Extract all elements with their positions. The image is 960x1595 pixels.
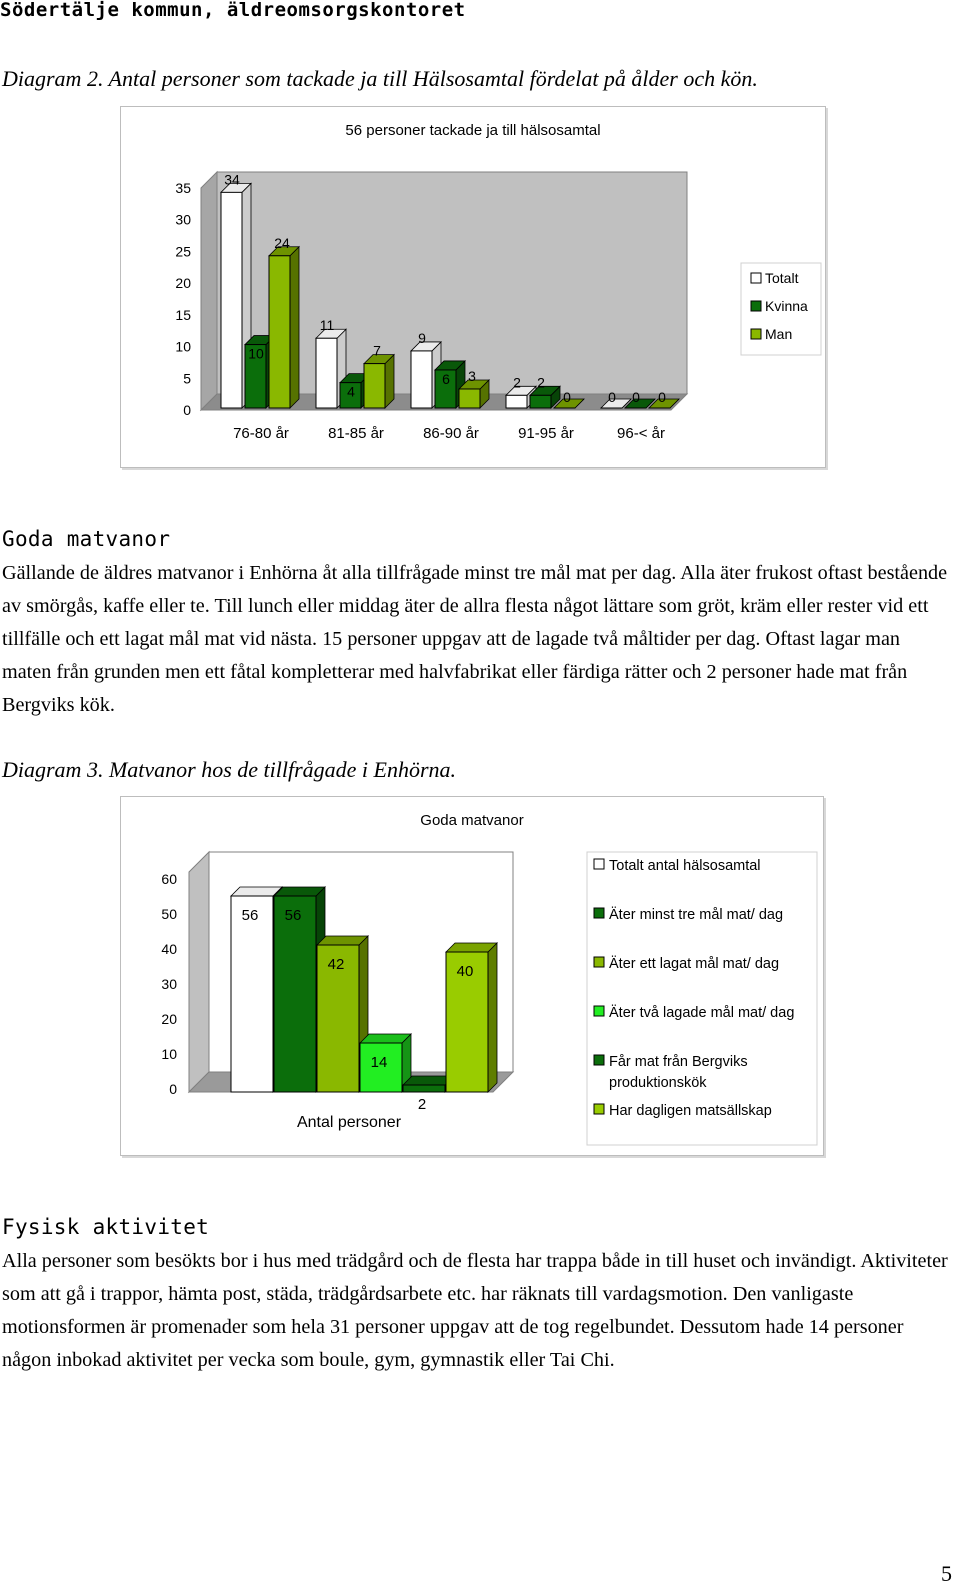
bar-2-2 xyxy=(459,389,480,408)
legend-entry: Totalt antal hälsosamtal xyxy=(609,858,761,874)
data-label: 2 xyxy=(537,374,545,391)
legend-swatch xyxy=(594,859,604,869)
legend-entry: Kvinna xyxy=(765,298,808,314)
section-text-goda-matvanor: Gällande de äldres matvanor i Enhörna åt alla tillfrågade minst tre mål mat per dag. Alla äter frukost oftast bestående av smörgås, kaffe eller te. Till lunch eller middag äter de allra flesta något lättare som gröt, kräm eller rester vid ett tillfälle och ett lagat mål mat vid nästa. 15 personer uppgav att de lagade två måltider per dag. Oftast lagar man maten från grunden men ett fåtal kompletterar med halvfabrikat eller färdiga rätter och 2 personer hade mat från Bergviks kök. xyxy=(2,562,948,716)
y-tick-label: 30 xyxy=(175,211,191,228)
page-number: 5 xyxy=(941,1561,952,1586)
bar-0-0 xyxy=(221,192,242,408)
legend-entry: Totalt xyxy=(765,270,799,286)
legend-swatch xyxy=(751,329,761,339)
data-label: 56 xyxy=(241,907,259,924)
x-tick-label: 96-< år xyxy=(617,425,665,442)
eating-habits-bar-chart xyxy=(121,797,823,1155)
legend-swatch xyxy=(594,908,604,918)
plot-side-wall xyxy=(189,852,209,1092)
data-label: 3 xyxy=(468,367,476,384)
bar-1 xyxy=(274,896,316,1092)
data-label: 11 xyxy=(319,317,335,334)
y-tick-label: 10 xyxy=(161,1046,177,1062)
y-tick-label: 10 xyxy=(175,338,191,355)
plot-side-wall xyxy=(201,172,217,410)
bar-4 xyxy=(403,1085,445,1092)
y-tick-label: 20 xyxy=(161,1011,177,1027)
bar-0-3 xyxy=(506,395,527,408)
section-text-fysisk-aktivitet: Alla personer som besökts bor i hus med trädgård och de flesta har trappa både in till huset och invändigt. Aktiviteter som att gå i trappor, hämta post, städa, trädgårdsarbete etc. har räknats till vardagsmotion. Den vanligaste motionsformen är promenader som hela 31 personer uppgav att de tog regelbundet. Dessutom hade 14 personer någon inbokad aktivitet per vecka som boule, gym, gymnastik eller Tai Chi. xyxy=(2,1250,948,1371)
data-label: 42 xyxy=(327,956,345,973)
bar-0-top xyxy=(231,887,282,896)
legend-entry: Får mat från Bergviks xyxy=(609,1054,748,1070)
chart-diagram-3 xyxy=(120,796,824,1156)
diagram-2-caption: Diagram 2. Antal personer som tackade ja till Hälsosamtal fördelat på ålder och kön. xyxy=(2,66,758,91)
data-label: 0 xyxy=(632,389,640,405)
legend-entry: Man xyxy=(765,326,793,342)
section-heading-goda-matvanor: Goda matvanor xyxy=(2,527,171,551)
data-label: 14 xyxy=(370,1054,388,1071)
data-label: 10 xyxy=(248,345,264,362)
data-label: 4 xyxy=(347,383,355,400)
y-tick-label: 60 xyxy=(161,871,177,887)
legend-swatch xyxy=(594,1006,604,1016)
legend-entry: Har dagligen matsällskap xyxy=(609,1103,772,1119)
data-label: 2 xyxy=(513,374,521,391)
document-header: Södertälje kommun, äldreomsorgskontoret xyxy=(0,0,466,21)
section-heading-fysisk-aktivitet: Fysisk aktivitet xyxy=(2,1215,210,1239)
data-label: 56 xyxy=(284,907,302,924)
legend-entry-cont: produktionskök xyxy=(609,1075,707,1091)
bar-0 xyxy=(231,896,273,1092)
data-label: 34 xyxy=(224,171,240,188)
y-tick-label: 20 xyxy=(175,275,191,292)
x-tick-label: 81-85 år xyxy=(328,425,384,442)
data-label: 0 xyxy=(563,389,571,405)
legend-swatch xyxy=(751,301,761,311)
x-tick-label: 76-80 år xyxy=(233,425,289,442)
diagram-3-caption: Diagram 3. Matvanor hos de tillfrågade i Enhörna. xyxy=(2,757,457,782)
bar-1-3 xyxy=(530,395,551,408)
x-tick-label: 91-95 år xyxy=(518,425,574,442)
y-tick-label: 50 xyxy=(161,906,177,922)
chart-diagram-2 xyxy=(120,106,826,468)
bar-0-1 xyxy=(316,338,337,408)
x-tick-label: Antal personer xyxy=(296,1114,402,1131)
data-label: 2 xyxy=(417,1096,427,1113)
legend-swatch xyxy=(751,273,761,283)
y-tick-label: 15 xyxy=(175,306,191,323)
legend-entry: Äter minst tre mål mat/ dag xyxy=(609,907,784,923)
legend-swatch xyxy=(594,1104,604,1114)
age-gender-bar-chart xyxy=(121,107,825,467)
bar-2-0 xyxy=(269,256,290,408)
y-tick-label: 40 xyxy=(161,941,177,957)
data-label: 0 xyxy=(658,389,666,405)
bar-0-2 xyxy=(411,351,432,408)
bar-5-top xyxy=(446,943,497,952)
chart-title: Goda matvanor xyxy=(420,812,524,829)
data-label: 9 xyxy=(418,329,426,346)
bar-2-0-side xyxy=(290,247,299,408)
data-label: 7 xyxy=(373,342,381,359)
data-label: 24 xyxy=(274,234,290,251)
bar-2-1 xyxy=(364,364,385,408)
legend-entry: Äter ett lagat mål mat/ dag xyxy=(609,956,780,972)
legend-box xyxy=(587,852,817,1145)
data-label: 0 xyxy=(608,389,616,405)
legend-entry: Äter två lagade mål mat/ dag xyxy=(609,1005,795,1021)
y-tick-label: 25 xyxy=(175,243,191,260)
y-tick-label: 35 xyxy=(175,180,191,196)
data-label: 6 xyxy=(442,370,450,387)
data-label: 40 xyxy=(456,963,474,980)
x-tick-label: 86-90 år xyxy=(423,425,479,442)
legend-swatch xyxy=(594,1055,604,1065)
bar-3-top xyxy=(360,1034,411,1043)
y-tick-label: 30 xyxy=(161,976,177,992)
bar-2-top xyxy=(317,936,368,945)
chart-title: 56 personer tackade ja till hälsosamtal xyxy=(345,122,601,139)
bar-1-top xyxy=(274,887,325,896)
y-tick-label: 5 xyxy=(183,370,191,387)
legend-swatch xyxy=(594,957,604,967)
bar-5-side xyxy=(488,943,497,1092)
y-tick-label: 0 xyxy=(183,402,191,418)
y-tick-label: 0 xyxy=(169,1081,177,1097)
